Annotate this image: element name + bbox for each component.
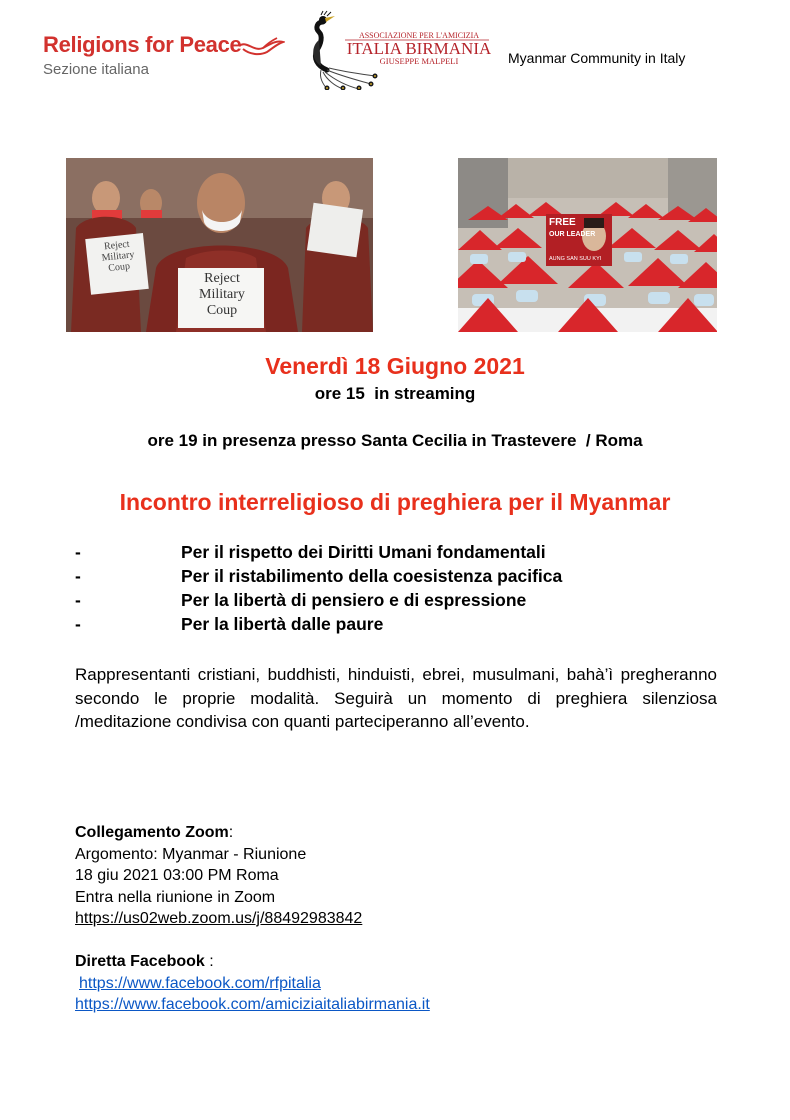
facebook-section <box>75 951 430 1016</box>
dove-icon <box>237 36 285 58</box>
event-title: Incontro interreligioso di preghiera per il Myanmar <box>119 489 671 515</box>
facebook-link-rfp[interactable]: https://www.facebook.com/rfpitalia <box>79 974 321 992</box>
event-location: ore 19 in presenza presso Santa Cecilia in Trastevere / Roma <box>147 431 643 450</box>
facebook-link-amicizia[interactable]: https://www.facebook.com/amiciziaitaliabirmania.it <box>75 996 430 1013</box>
sign-text: Coup <box>206 303 238 318</box>
facebook-heading: Diretta Facebook <box>75 953 205 970</box>
assoc-logo-line1: ASSOCIAZIONE PER L'AMICIZIA <box>358 31 480 40</box>
assoc-logo-line3: GIUSEPPE MALPELI <box>379 56 459 66</box>
sign-text: Reject <box>204 271 240 286</box>
event-description: Rappresentanti cristiani, buddhisti, hinduisti, ebrei, musulmani, bahà’ì pregheranno secondo le proprie modalità. Seguirà un momento di preghiera silenziosa /meditazione condivisa con quanti parteciperanno all’evento. <box>75 665 717 731</box>
poster-text: AUNG SAN SUU KYI <box>549 256 602 262</box>
sign-text: Coup <box>107 260 131 275</box>
bullet-text: Per il rispetto dei Diritti Umani fondamentali <box>181 542 546 562</box>
bullet-text: Per il ristabilimento della coesistenza pacifica <box>181 566 563 586</box>
zoom-heading: Collegamento Zoom <box>75 824 229 841</box>
facebook-heading-colon: : <box>204 953 214 970</box>
bullet-dash: - <box>75 542 81 562</box>
bullet-dash: - <box>75 614 81 634</box>
bullet-text: Per la libertà di pensiero e di espressione <box>181 590 527 610</box>
poster-text: FREE <box>549 217 576 228</box>
bullet-text: Per la libertà dalle paure <box>181 614 384 634</box>
event-date: Venerdì 18 Giugno 2021 <box>265 353 525 379</box>
photo-monks-protest <box>66 158 373 332</box>
sign-text: Military <box>199 287 245 302</box>
rfp-logo-title: Religions for Peace <box>43 32 242 57</box>
zoom-section <box>75 822 362 930</box>
event-streaming-time: ore 15 in streaming <box>314 384 476 403</box>
zoom-link[interactable]: https://us02web.zoom.us/j/88492983842 <box>75 910 363 927</box>
bullet-dash: - <box>75 590 81 610</box>
photo-crowd-protest <box>458 158 717 332</box>
sign-text: Reject <box>103 238 131 253</box>
assoc-logo-line2: ITALIA BIRMANIA <box>346 39 491 58</box>
poster-text: OUR LEADER <box>549 231 596 238</box>
zoom-join-text: Entra nella riunione in Zoom <box>75 888 276 906</box>
bullet-dash: - <box>75 566 81 586</box>
rfp-logo-subtitle: Sezione italiana <box>43 61 149 78</box>
community-label: Myanmar Community in Italy <box>508 50 686 66</box>
zoom-datetime: 18 giu 2021 03:00 PM Roma <box>75 867 279 884</box>
sign-text: Military <box>101 249 135 264</box>
peacock-logo <box>301 10 491 90</box>
zoom-heading-colon: : <box>228 824 234 841</box>
zoom-topic: Argomento: Myanmar - Riunione <box>75 845 307 863</box>
